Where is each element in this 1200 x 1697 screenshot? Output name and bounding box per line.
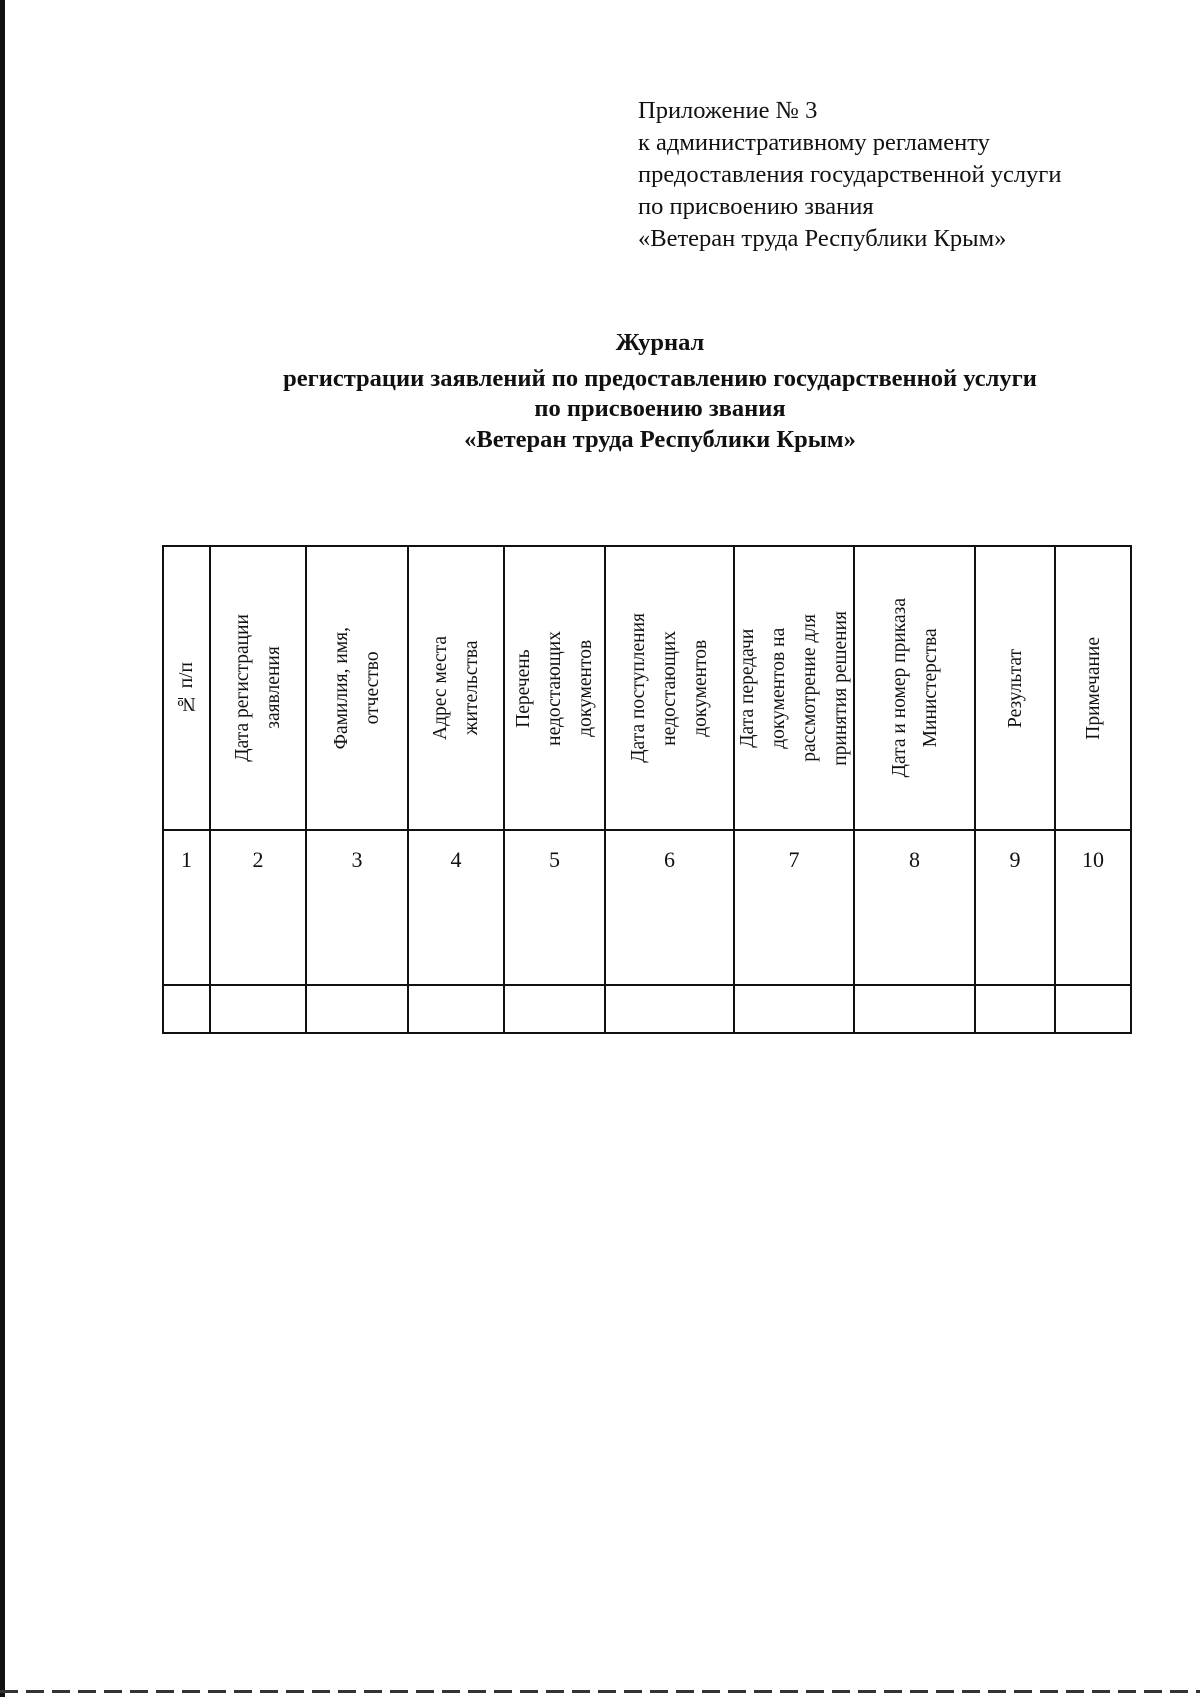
- column-number: 2: [210, 830, 306, 985]
- journal-table: [162, 545, 1132, 1034]
- appendix-note: [638, 95, 1178, 255]
- table-header-row: [163, 546, 1131, 830]
- empty-cell: [975, 985, 1055, 1033]
- header-text: недостающих: [659, 630, 680, 746]
- column-number: 3: [306, 830, 408, 985]
- header-cell: [734, 546, 854, 830]
- empty-cell: [210, 985, 306, 1033]
- header-cell: [854, 546, 975, 830]
- appendix-line: предоставления государственной услуги: [638, 161, 1062, 188]
- header-text: жительства: [461, 640, 482, 736]
- empty-cell: [306, 985, 408, 1033]
- header-text: Дата поступления: [628, 613, 649, 763]
- header-cell: [975, 546, 1055, 830]
- table-row: [163, 985, 1131, 1033]
- appendix-line: к административному регламенту: [638, 129, 990, 156]
- header-text: Дата передачи: [737, 628, 758, 748]
- column-number: 5: [504, 830, 605, 985]
- title-line: Журнал: [615, 329, 705, 356]
- title-line: по присвоению звания: [534, 395, 786, 422]
- header-text: Фамилия, имя,: [331, 626, 352, 750]
- column-number: 10: [1055, 830, 1131, 985]
- empty-cell: [854, 985, 975, 1033]
- empty-cell: [504, 985, 605, 1033]
- header-text: отчество: [362, 651, 383, 725]
- header-text: принятия решения: [830, 610, 851, 766]
- appendix-line: «Ветеран труда Республики Крым»: [638, 225, 1007, 252]
- header-text: документов: [575, 639, 596, 737]
- header-cell: [306, 546, 408, 830]
- header-text: документов на: [768, 627, 789, 749]
- column-number: 1: [163, 830, 210, 985]
- header-text: Дата регистрации: [232, 614, 253, 762]
- empty-cell: [163, 985, 210, 1033]
- header-text: недостающих: [544, 630, 565, 746]
- column-number: 6: [605, 830, 734, 985]
- column-number: 9: [975, 830, 1055, 985]
- title-line: регистрации заявлений по предоставлению государственной услуги: [283, 364, 1037, 392]
- header-text: Перечень: [513, 648, 534, 728]
- empty-cell: [408, 985, 504, 1033]
- header-cell: [210, 546, 306, 830]
- header-text: Адрес места: [430, 636, 451, 740]
- scan-bottom-edge: [0, 1690, 1200, 1693]
- header-cell: [605, 546, 734, 830]
- empty-cell: [1055, 985, 1131, 1033]
- column-number: 4: [408, 830, 504, 985]
- header-cell: [1055, 546, 1131, 830]
- scan-left-edge: [0, 0, 5, 1697]
- empty-cell: [734, 985, 854, 1033]
- empty-cell: [605, 985, 734, 1033]
- header-text: Министерства: [919, 628, 941, 748]
- header-cell: [163, 546, 210, 830]
- column-number: 7: [734, 830, 854, 985]
- header-text: Дата и номер приказа: [888, 598, 910, 778]
- column-number-row: [163, 830, 1131, 985]
- header-text: рассмотрение для: [799, 614, 820, 762]
- header-text: заявления: [263, 646, 284, 730]
- header-cell: [408, 546, 504, 830]
- header-cell: [504, 546, 605, 830]
- header-text: документов: [690, 639, 711, 737]
- header-text: Примечание: [1082, 636, 1104, 740]
- document-title: [160, 328, 1160, 455]
- header-text: № п/п: [176, 661, 197, 715]
- appendix-line: Приложение № 3: [638, 97, 818, 124]
- appendix-line: по присвоению звания: [638, 193, 874, 220]
- column-number: 8: [854, 830, 975, 985]
- title-line: «Ветеран труда Республики Крым»: [464, 425, 856, 453]
- header-text: Результат: [1004, 648, 1026, 728]
